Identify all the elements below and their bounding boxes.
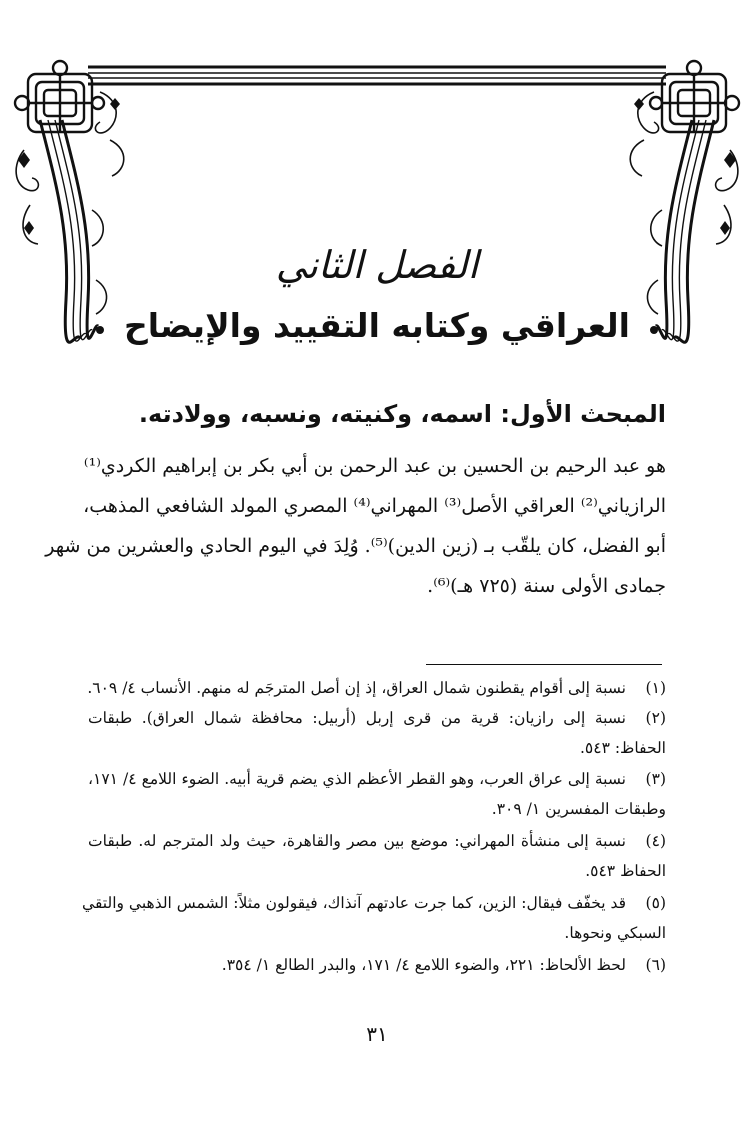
body-line: هو عبد الرحيم بن الحسين بن عبد الرحمن بن أبي بكر بن إبراهيم الكردي⁽¹⁾ (83, 455, 666, 477)
footnote (0, 956, 754, 980)
footnote-number: (٢) (645, 709, 666, 727)
footnote-text: الحفاظ: ٥٤٣. (579, 739, 666, 757)
footnote-separator (426, 664, 662, 665)
footnote-number: (٦) (645, 956, 666, 974)
footnote-number: (٥) (645, 894, 666, 912)
body-line: الرازياني⁽²⁾ العراقي الأصل⁽³⁾ المهراني⁽⁴⁾ المصري المولد الشافعي المذهب، (83, 495, 666, 517)
body-line: جمادى الأولى سنة (٧٢٥ هـ)⁽⁶⁾. (427, 575, 666, 597)
footnote-text: وطبقات المفسرين ١/ ٣٠٩. (491, 800, 666, 818)
footnote-text: لحظ الألحاظ: ٢٢١، والضوء اللامع ٤/ ١٧١، والبدر الطالع ١/ ٣٥٤. (221, 956, 626, 974)
section-heading: المبحث الأول: اسمه، وكنيته، ونسبه، وولادته. (138, 400, 666, 428)
footnote-text: قد يخفّف فيقال: الزين، كما جرت عادتهم آنذاك، فيقولون مثلاً: الشمس الذهبي والتقي (82, 894, 626, 912)
body-line: أبو الفضل، كان يلقّب بـ (زين الدين)⁽⁵⁾. وُلِدَ في اليوم الحادي والعشرين من شهر (45, 535, 666, 557)
footnote (0, 894, 754, 954)
footnote-number: (٣) (645, 770, 666, 788)
chapter-label: الفصل الثاني (275, 243, 479, 287)
footnote (0, 770, 754, 830)
footnote (0, 679, 754, 703)
footnote (0, 832, 754, 892)
footnote-number: (٤) (645, 832, 666, 850)
footnote-text: السبكي ونحوها. (564, 924, 666, 942)
chapter-title: العراقي وكتابه التقييد والإيضاح (123, 306, 630, 345)
page-number: ٣١ (366, 1022, 388, 1046)
footnote-text: نسبة إلى أقوام يقطنون شمال العراق، إذ إن أصل المترجَم له منهم. الأنساب ٤/ ٦٠٩. (87, 679, 626, 697)
footnote (0, 709, 754, 769)
footnote-number: (١) (645, 679, 666, 697)
footnote-text: نسبة إلى رازيان: قرية من قرى إربل (أربيل: محافظة شمال العراق). طبقات (88, 709, 626, 727)
footnote-text: نسبة إلى منشأة المهراني: موضع بين مصر والقاهرة، حيث ولد المترجم له. طبقات (88, 832, 626, 850)
footnote-text: الحفاظ ٥٤٣. (585, 862, 666, 880)
footnote-text: نسبة إلى عراق العرب، وهو القطر الأعظم الذي يضم قرية أبيه. الضوء اللامع ٤/ ١٧١، (88, 770, 626, 788)
